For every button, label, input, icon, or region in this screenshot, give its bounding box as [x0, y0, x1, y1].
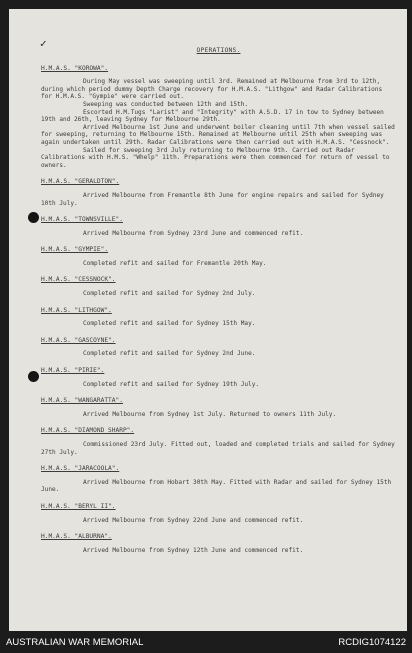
paragraph: Arrived Melbourne from Fremantle 8th June for engine repairs and sailed for Sydney 10th July. — [41, 191, 384, 207]
ship-heading: H.M.A.S. "PIRIE". — [41, 367, 105, 375]
section-lithgow — [41, 307, 396, 328]
paragraph: Completed refit and sailed for Sydney 2nd June. — [83, 350, 256, 358]
ship-heading: H.M.A.S. "TOWNSVILLE". — [41, 216, 123, 224]
paragraph: Arrived Melbourne from Hobart 30th May. Fitted with Radar and sailed for Sydney 15th June. — [41, 478, 392, 494]
section-beryl-ii — [41, 503, 396, 524]
ship-heading: H.M.A.S. "CESSNOCK". — [41, 276, 116, 284]
section-gascoyne — [41, 337, 396, 358]
ship-heading: H.M.A.S. "JARACOOLA". — [41, 465, 120, 473]
punch-hole — [28, 371, 39, 382]
paragraph: Completed refit and sailed for Fremantle 20th May. — [83, 259, 267, 267]
section-gympie — [41, 246, 396, 267]
paragraph: Arrived Melbourne from Sydney 1st July. Returned to owners 11th July. — [83, 410, 337, 418]
paragraph: Sweeping was conducted between 12th and 15th. — [83, 100, 249, 108]
ship-heading: H.M.A.S. "WANGARATTA". — [41, 397, 123, 405]
section-wangaratta — [41, 397, 396, 418]
punch-hole — [28, 212, 39, 223]
section-jaracoola — [41, 465, 396, 494]
ship-heading: H.M.A.S. "GYMPIE". — [41, 246, 109, 254]
ship-heading: H.M.A.S. "KOROWA". — [41, 64, 109, 72]
section-townsville — [41, 216, 396, 237]
paragraph: Escorted H.M.Tugs "Larist" and "Integrity" with A.S.D. 17 in tow to Sydney between 19th and 26th, leaving Sydney for Melbourne 29th. — [41, 108, 384, 124]
page-title: OPERATIONS. — [196, 47, 241, 54]
paragraph: Arrived Melbourne from Sydney 22nd June and commenced refit. — [83, 516, 304, 524]
section-pirie — [41, 367, 396, 388]
section-geraldton — [41, 178, 396, 207]
paragraph: Arrived Melbourne 1st June and underwent boiler cleaning until 7th when vessel sailed for sweeping, returning to Melbourne 15th. Remained at Melbourne until 25th when sweeping was again undertaken until 29th. Radar Calibrations were then carried out with H.M.A.S. "Cessnock". — [41, 123, 395, 146]
archive-footer — [0, 631, 412, 653]
footer-reference: RCDIG1074122 — [338, 637, 406, 648]
paragraph: Completed refit and sailed for Sydney 15th May. — [83, 320, 256, 328]
paragraph: Arrived Melbourne from Sydney 23rd June and commenced refit. — [83, 229, 304, 237]
section-diamond-sharp — [41, 427, 396, 456]
tick-mark-icon: ✓ — [40, 37, 47, 50]
paragraph: Completed refit and sailed for Sydney 2nd July. — [83, 290, 256, 298]
paragraph: Arrived Melbourne from Sydney 12th June and commenced refit. — [83, 546, 304, 554]
ship-heading: H.M.A.S. "DIAMOND SHARP". — [41, 427, 135, 435]
paragraph: Sailed for sweeping 3rd July returning to Melbourne 9th. Carried out Radar Calibrations with H.M.S. "Whelp" 11th. Preparations were then commenced for return of vessel to owners. — [41, 146, 390, 169]
ship-heading: H.M.A.S. "LITHGOW". — [41, 306, 112, 314]
ship-heading: H.M.A.S. "BERYL II". — [41, 502, 116, 510]
section-alburna — [41, 533, 396, 554]
ship-heading: H.M.A.S. "ALBURNA". — [41, 533, 112, 541]
ship-heading: H.M.A.S. "GERALDTON". — [41, 178, 120, 186]
paragraph: During May vessel was sweeping until 3rd. Remained at Melbourne from 3rd to 12th, during which period dummy Depth Charge recovery for H.M.A.S. "Lithgow" and Radar Calibrations for H.M.A.S. "Gympie" were carried out. — [41, 78, 383, 101]
document-body — [41, 44, 396, 563]
paragraph: Completed refit and sailed for Sydney 19th July. — [83, 380, 260, 388]
footer-source: AUSTRALIAN WAR MEMORIAL — [6, 637, 144, 648]
section-cessnock — [41, 276, 396, 297]
section-korowa — [41, 65, 396, 170]
paragraph: Commissioned 23rd July. Fitted out, loaded and completed trials and sailed for Sydney 27th July. — [41, 441, 395, 456]
document-page — [9, 9, 407, 631]
ship-heading: H.M.A.S. "GASCOYNE". — [41, 336, 116, 344]
